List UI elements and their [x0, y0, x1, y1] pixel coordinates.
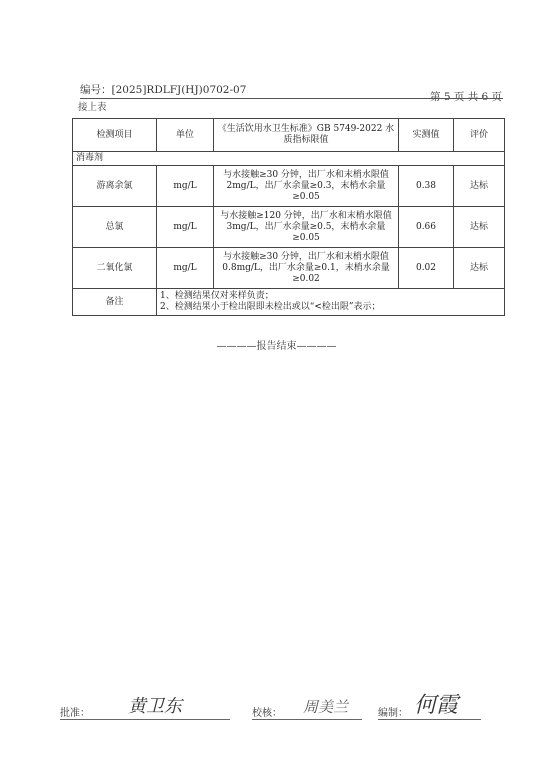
eval-cell: 达标: [454, 166, 505, 207]
unit-cell: mg/L: [157, 166, 214, 207]
item-cell: 二氧化氯: [73, 248, 157, 289]
unit-cell: mg/L: [157, 207, 214, 248]
limit-cell: 与水接触≥30 分钟，出厂水和末梢水限值 2mg/L，出厂水余量≥0.3，末梢水余量≥0.05: [214, 166, 399, 207]
review-label: 校核：: [252, 708, 282, 719]
category-label: 消毒剂: [73, 152, 505, 166]
limit-cell: 与水接触≥30 分钟，出厂水和末梢水限值 0.8mg/L，出厂水余量≥0.1，末梢水余量≥0.02: [214, 248, 399, 289]
compile-line: [378, 719, 481, 720]
eval-cell: 达标: [454, 248, 505, 289]
approve-line: [60, 719, 230, 720]
header-item: 检测项目: [73, 119, 157, 152]
results-table: [72, 118, 505, 316]
value-cell: 0.66: [399, 207, 454, 248]
header-limit: 《生活饮用水卫生标准》GB 5749-2022 水质指标限值: [214, 119, 399, 152]
header-unit: 单位: [157, 119, 214, 152]
header-eval: 评价: [454, 119, 505, 152]
notes-row: [73, 289, 505, 316]
item-cell: 游离余氯: [73, 166, 157, 207]
item-cell: 总氯: [73, 207, 157, 248]
table-row: [73, 166, 505, 207]
header-divider: [80, 98, 503, 99]
value-cell: 0.38: [399, 166, 454, 207]
review-line: [252, 719, 362, 720]
compile-label: 编制：: [378, 708, 408, 719]
compile-signature: 何霞: [414, 693, 459, 718]
note-line: 2、检测结果小于检出限即未检出或以“<检出限”表示；: [160, 302, 381, 312]
table-row: [73, 248, 505, 289]
eval-cell: 达标: [454, 207, 505, 248]
notes-cell: [157, 289, 505, 316]
table-header-row: [73, 119, 505, 152]
notes-label: 备注: [73, 289, 157, 316]
value-cell: 0.02: [399, 248, 454, 289]
limit-cell: 与水接触≥120 分钟，出厂水和末梢水限值 3mg/L，出厂水余量≥0.5，末梢水余量≥0.05: [214, 207, 399, 248]
page-info: 第 5 页 共 6 页: [430, 91, 503, 103]
review-signature: 周美兰: [303, 698, 349, 716]
unit-cell: mg/L: [157, 248, 214, 289]
approve-signature: 黄卫东: [128, 696, 182, 717]
approve-label: 批准：: [60, 708, 90, 719]
table-row: [73, 207, 505, 248]
category-row: [73, 152, 505, 166]
report-number: 编号：[2025]RDLFJ(HJ)0702-07: [80, 84, 247, 96]
continued-label: 接上表: [78, 102, 107, 113]
report-end: ————报告结束————: [216, 341, 337, 352]
header-value: 实测值: [399, 119, 454, 152]
note-line: 1、检测结果仅对来样负责；: [160, 291, 274, 301]
